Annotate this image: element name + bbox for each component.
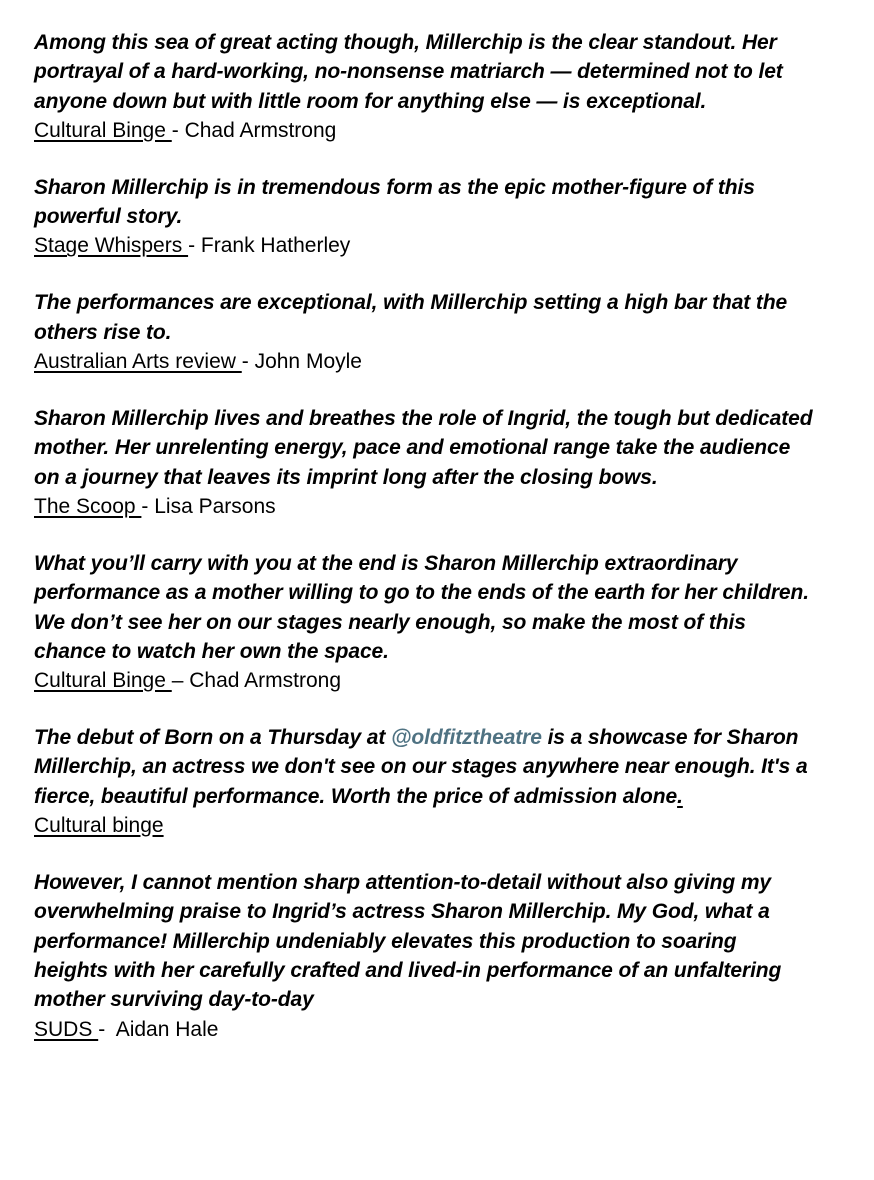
review-quote: Sharon Millerchip is in tremendous form as the epic mother-figure of this powerful story.	[34, 175, 755, 229]
quote-end-period: .	[677, 784, 683, 808]
attribution-separator: -	[188, 234, 201, 258]
source-link-cultural-binge[interactable]: Cultural binge	[34, 814, 164, 838]
review-quote: However, I cannot mention sharp attention-to-detail without also giving my overwhelming praise to Ingrid’s actress Sharon Millerchip. My God, what a performance! Millerchip undeniably elevates this production to soaring heights with her carefully crafted and lived-in performance of an unfaltering mother surviving day-to-day	[34, 871, 782, 1012]
review-6	[34, 723, 814, 840]
review-attribution	[34, 347, 814, 376]
review-attribution	[34, 492, 814, 521]
review-3	[34, 288, 814, 376]
source-link-suds[interactable]: SUDS	[34, 1017, 99, 1041]
review-5	[34, 549, 814, 695]
review-attribution	[34, 811, 814, 840]
review-7	[34, 868, 814, 1043]
source-link-cultural-binge[interactable]: Cultural Binge	[34, 669, 172, 693]
source-link-australian-arts-review[interactable]: Australian Arts review	[34, 350, 242, 374]
review-2	[34, 173, 814, 261]
review-attribution	[34, 1015, 814, 1044]
review-1	[34, 28, 814, 145]
source-link-cultural-binge[interactable]: Cultural Binge	[34, 118, 172, 142]
source-link-the-scoop[interactable]: The Scoop	[34, 494, 142, 518]
oldfitztheatre-handle-link[interactable]: @oldfitztheatre	[391, 726, 542, 750]
review-quote	[34, 723, 814, 811]
attribution-separator: –	[171, 669, 190, 693]
attribution-separator: -	[98, 1017, 116, 1041]
review-author: John Moyle	[254, 350, 362, 374]
quote-text-before-handle: The debut of Born on a Thursday at	[34, 726, 392, 750]
review-author: Chad Armstrong	[189, 669, 342, 693]
review-author: Lisa Parsons	[154, 494, 276, 518]
review-author: Aidan Hale	[115, 1017, 219, 1041]
quote-text-after-handle: is a showcase for Sharon Millerchip, an actress we don't see on our stages anywhere near enough. It's a fierce, beautiful performance. Worth the price of admission alone	[34, 726, 808, 808]
review-author: Chad Armstrong	[184, 118, 337, 142]
attribution-separator: -	[141, 494, 155, 518]
review-quote: What you’ll carry with you at the end is Sharon Millerchip extraordinary performance as a mother willing to go to the ends of the earth for her children. We don’t see her on our stages nearly enough, so make the most of this chance to watch her own the space.	[34, 551, 809, 663]
review-4	[34, 404, 814, 521]
review-quote: Among this sea of great acting though, Millerchip is the clear standout. Her portrayal of a hard-working, no-nonsense matriarch — determined not to let anyone down but with little room for anything else — is exceptional.	[34, 31, 783, 113]
review-attribution	[34, 231, 814, 260]
review-attribution	[34, 116, 814, 145]
source-link-stage-whispers[interactable]: Stage Whispers	[34, 234, 189, 258]
attribution-separator: -	[241, 350, 255, 374]
attribution-separator: -	[171, 118, 185, 142]
review-quote: The performances are exceptional, with Millerchip setting a high bar that the others rise to.	[34, 291, 788, 344]
review-quote: Sharon Millerchip lives and breathes the role of Ingrid, the tough but dedicated mother. Her unrelenting energy, pace and emotional range take the audience on a journey that leaves its imprint long after the closing bows.	[34, 407, 813, 489]
review-author: Frank Hatherley	[200, 234, 351, 258]
review-attribution	[34, 666, 814, 695]
